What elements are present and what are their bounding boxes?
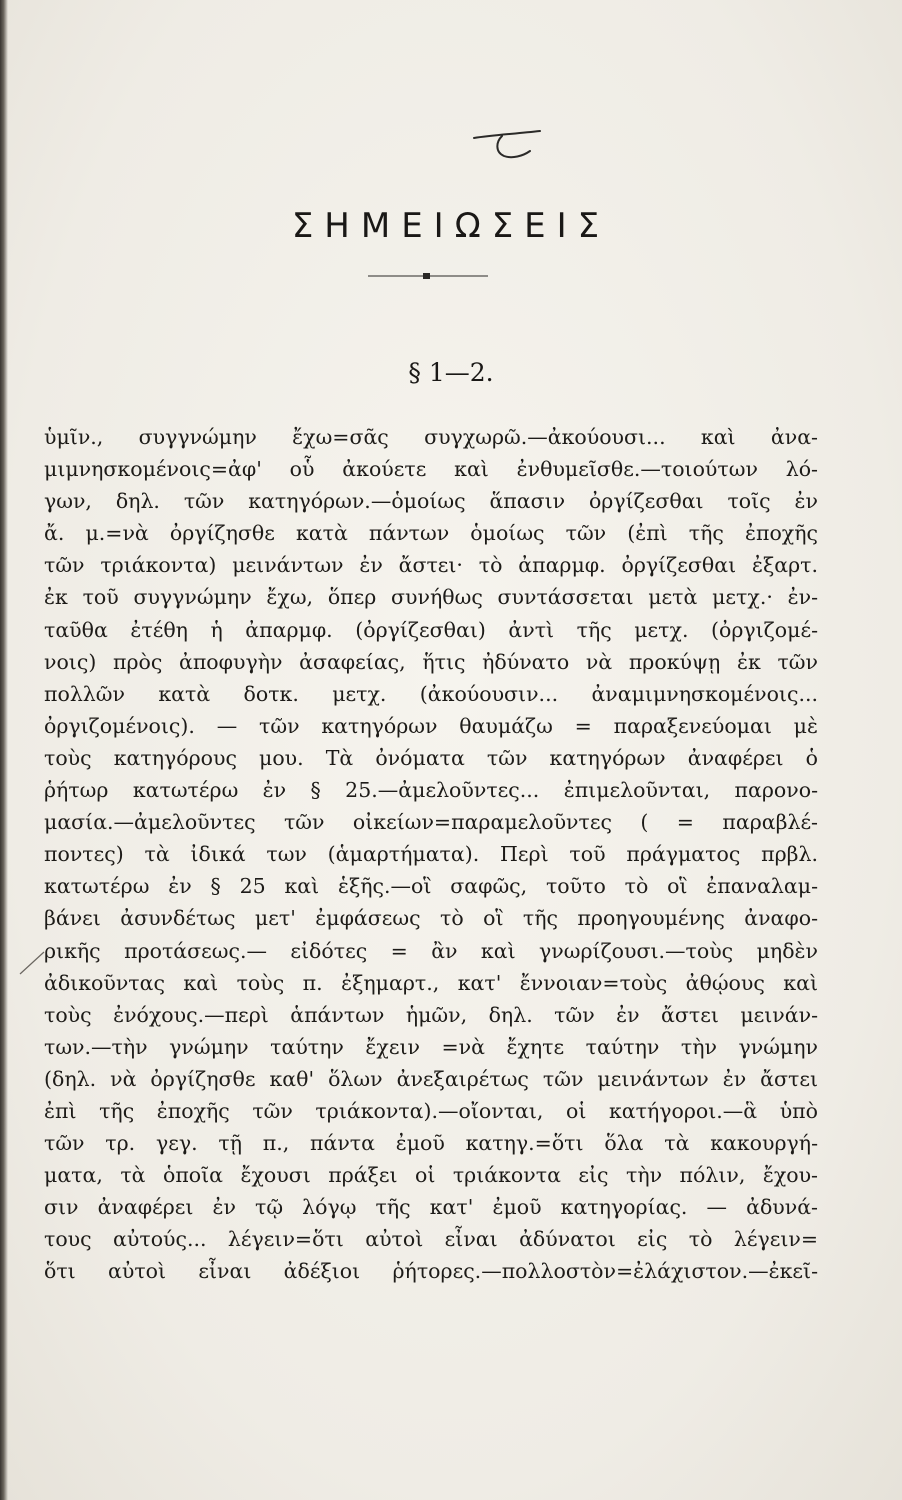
text-line: ματα, τὰ ὁποῖα ἔχουσι πράξει οἱ τριάκοντα εἰς τὴν πόλιν, ἔχου- [44, 1163, 818, 1188]
text-line: μασία.—ἀμελοῦντες τῶν οἰκείων=παραμελοῦντες ( = παραβλέ- [44, 810, 818, 835]
text-line: πολλῶν κατὰ δοτκ. μετχ. (ἀκούουσιν... ἀναμιμνησκομένοις... [44, 681, 818, 706]
text-line: ἀδικοῦντας καὶ τοὺς π. ἐξημαρτ., κατ' ἔννοιαν=τοὺς ἀθῴους καὶ [44, 970, 818, 995]
heading-ornament [368, 271, 488, 281]
text-line: (δηλ. νὰ ὀργίζησθε καθ' ὅλων ἀνεξαιρέτως τῶν μεινάντων ἐν ἄστει [44, 1066, 818, 1091]
text-line: ποντες) τὰ ἰδικά των (ἁμαρτήματα). Περὶ τοῦ πράγματος πρβλ. [44, 842, 818, 867]
text-line: ταῦθα ἐτέθη ἡ ἀπαρμφ. (ὀργίζεσθαι) ἀντὶ τῆς μετχ. (ὀργιζομέ- [44, 617, 818, 642]
text-line: ὑμῖν., συγγνώμην ἔχω=σᾶς συγχωρῶ.—ἀκούουσι... καὶ ἀνα- [44, 425, 818, 449]
text-line: ἐπὶ τῆς ἐποχῆς τῶν τριάκοντα).—οἴονται, οἱ κατήγοροι.—ἃ ὑπὸ [44, 1098, 818, 1123]
notes-body [44, 421, 818, 1288]
section-number: § 1—2. [408, 358, 494, 387]
page-heading: ΣΗΜΕΙΩΣΕΙΣ [291, 206, 611, 246]
text-line: τῶν τρ. γεγ. τῇ π., πάντα ἐμοῦ κατηγ.=ὅτι ὅλα τὰ κακουργή- [44, 1131, 818, 1156]
text-line: νοις) πρὸς ἀποφυγὴν ἀσαφείας, ἥτις ἠδύνατο νὰ προκύψῃ ἐκ τῶν [44, 649, 818, 674]
text-line: τοὺς ἐνόχους.—περὶ ἁπάντων ἡμῶν, δηλ. τῶν ἐν ἄστει μεινάν- [44, 1002, 818, 1027]
text-line: γων, δηλ. τῶν κατηγόρων.—ὁμοίως ἅπασιν ὀργίζεσθαι τοῖς ἐν [44, 489, 818, 514]
text-line: τοὺς κατηγόρους μου. Τὰ ὀνόματα τῶν κατηγόρων ἀναφέρει ὁ [44, 745, 818, 770]
text-line: κατωτέρω ἐν § 25 καὶ ἑξῆς.—οἳ σαφῶς, τοῦτο τὸ οἳ ἐπαναλαμ- [44, 874, 818, 899]
text-line: των.—τὴν γνώμην ταύτην ἔχειν =νὰ ἔχητε ταύτην τὴν γνώμην [44, 1034, 818, 1059]
text-line: μιμνησκομένοις=ἀφ' οὗ ἀκούετε καὶ ἐνθυμεῖσθε.—τοιούτων λό- [44, 457, 818, 482]
text-line: ὀργιζομένοις). — τῶν κατηγόρων θαυμάζω = παραξενεύομαι μὲ [44, 713, 818, 738]
text-line: ἄ. μ.=νὰ ὀργίζησθε κατὰ πάντων ὁμοίως τῶν (ἐπὶ τῆς ἐποχῆς [44, 521, 818, 546]
pencil-mark [468, 126, 548, 166]
text-line: τους αὐτούς... λέγειν=ὅτι αὐτοὶ εἶναι ἀδύνατοι εἰς τὸ λέγειν= [44, 1227, 818, 1252]
text-line: ῥήτωρ κατωτέρω ἐν § 25.—ἀμελοῦντες... ἐπιμελοῦνται, παρονο- [44, 778, 818, 803]
text-line: τῶν τριάκοντα) μεινάντων ἐν ἄστει· τὸ ἀπαρμφ. ὀργίζεσθαι ἐξαρτ. [44, 553, 818, 578]
text-line: ρικῆς προτάσεως.— εἰδότες = ἂν καὶ γνωρίζουσι.—τοὺς μηδὲν [44, 938, 818, 963]
text-line: βάνει ἀσυνδέτως μετ' ἐμφάσεως τὸ οἳ τῆς προηγουμένης ἀναφο- [44, 906, 818, 931]
text-line: ὅτι αὐτοὶ εἶναι ἀδέξιοι ῥήτορες.—πολλοστὸν=ἐλάχιστον.—ἐκεῖ- [44, 1259, 818, 1284]
text-line: σιν ἀναφέρει ἐν τῷ λόγῳ τῆς κατ' ἐμοῦ κατηγορίας. — ἀδυνά- [44, 1195, 818, 1220]
text-line: ἐκ τοῦ συγγνώμην ἔχω, ὅπερ συνήθως συντάσσεται μετὰ μετχ.· ἐν- [44, 585, 818, 610]
